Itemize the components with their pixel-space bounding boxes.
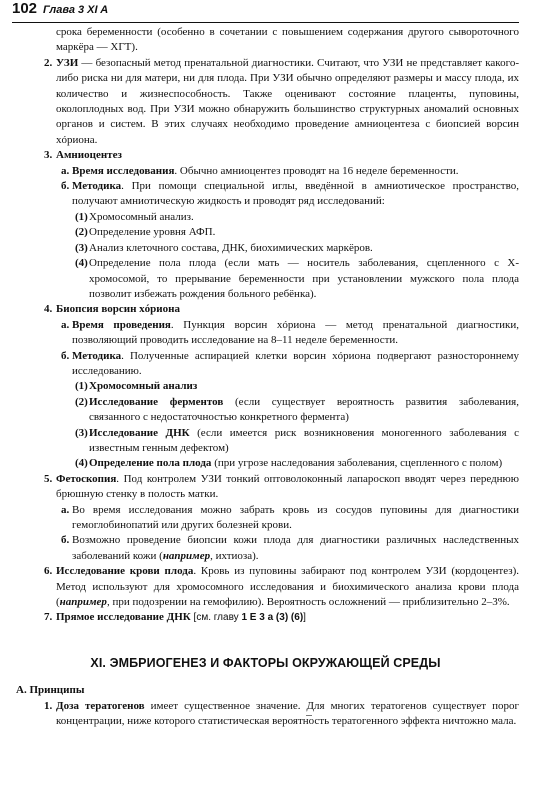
item-5a: а. Во время исследования можно забрать кровь из сосудов пуповины для диагностики гемоглобинопатий или других болезней крови. — [61, 503, 519, 531]
item-4b4: (4) Определение пола плода (при угрозе наследования заболевания, сцепленного с полом) — [75, 457, 503, 470]
item-4a: а. Время проведения. Пункция ворсин хóриона — метод пренатальной диагностики, позволяющий проводить исследование на 8–11 неделе беременности. — [61, 318, 519, 347]
subsection-a: А. Принципы — [16, 684, 85, 697]
page-number: 102 — [12, 0, 38, 17]
item-3: 3. Амниоцентез — [44, 149, 122, 162]
section-heading: XI. ЭМБРИОГЕНЕЗ И ФАКТОРЫ ОКРУЖАЮЩЕЙ СРЕДЫ — [90, 655, 441, 670]
continued-paragraph: срока беременности (особенно в сочетании с повышением содержания другого сывороточного маркёра — ХГТ). — [56, 26, 519, 54]
page-body — [12, 25, 519, 729]
item-3a: а. Время исследования. Обычно амниоцентез проводят на 16 неделе беременности. — [61, 164, 459, 177]
item-4b1: (1) Хромосомный анализ — [75, 380, 198, 393]
item-4b3: (3) Исследование ДНК (если имеется риск возникновения моногенного заболевания с известным генным дефектом) — [75, 426, 519, 454]
item-4: 4. Биопсия ворсин хóриона — [44, 303, 180, 316]
running-header — [12, 0, 519, 23]
item-3b3: (3) Анализ клеточного состава, ДНК, биохимических маркёров. — [75, 241, 373, 254]
item-a1: 1. Доза тератогенов имеет существенное значение. Для многих тератогенов существует порог концентрации, ниже которого статистическая вероятность тератогенного эффекта ничтожно мала. — [44, 699, 519, 728]
item-7: 7. Прямое исследование ДНК [см. главу 1 Е 3 а (3) (6)] — [44, 611, 306, 624]
item-3b2: (2) Определение уровня АФП. — [75, 226, 216, 239]
item-5: 5. Фетоскопия. Под контролем УЗИ тонкий оптоволоконный лапароскоп вводят через переднюю брюшную стенку в полость матки. — [44, 472, 519, 501]
item-2: 2. УЗИ — безопасный метод пренатальной диагностики. Считают, что УЗИ не представляет какого-либо риска ни для матери, ни для плода. При УЗИ обычно определяют размеры и массу плода, их количество и жизнеспособность. Также оценивают состояние плаценты, пуповины, околоплодных вод. При УЗИ можно обнаружить большинство структурных аномалий основных органов и систем. В этих случаях необходимо проведение амниоцентеза с биопсией ворсин хóриона. — [44, 56, 519, 146]
item-6: 6. Исследование крови плода. Кровь из пуповины забирают под контролем УЗИ (кордоцентез). Метод используют для хромосомного исследования и биохимического анализа крови плода (например, при подозрении на гемофилию). Вероятность осложнений — приблизительно 2–3%. — [44, 565, 519, 609]
item-3b4: (4) Определение пола плода (если мать — носитель заболевания, сцепленного с Х-хромосомой, то прерывание беременности при установлении мужского пола плода позволит избежать рождения больного ребёнка). — [75, 257, 519, 300]
item-5b: б. Возможно проведение биопсии кожи плода для диагностики различных наследственных заболеваний кожи (например, ихтиоза). — [61, 534, 519, 562]
item-4b2: (2) Исследование ферментов (если существует вероятность развития заболевания, связанного с недостаточностью конкретного фермента) — [75, 395, 519, 424]
item-3b1: (1) Хромосомный анализ. — [75, 210, 194, 223]
chapter-title: Глава 3 XI A — [43, 4, 109, 16]
item-3b: б. Методика. При помощи специальной иглы, введённой в амниотическое пространство, получают амниотическую жидкость и проводят ряд исследований: — [61, 180, 519, 208]
item-4b: б. Методика. Полученные аспирацией клетки ворсин хóриона подвергают разностороннему исследованию. — [61, 349, 519, 377]
